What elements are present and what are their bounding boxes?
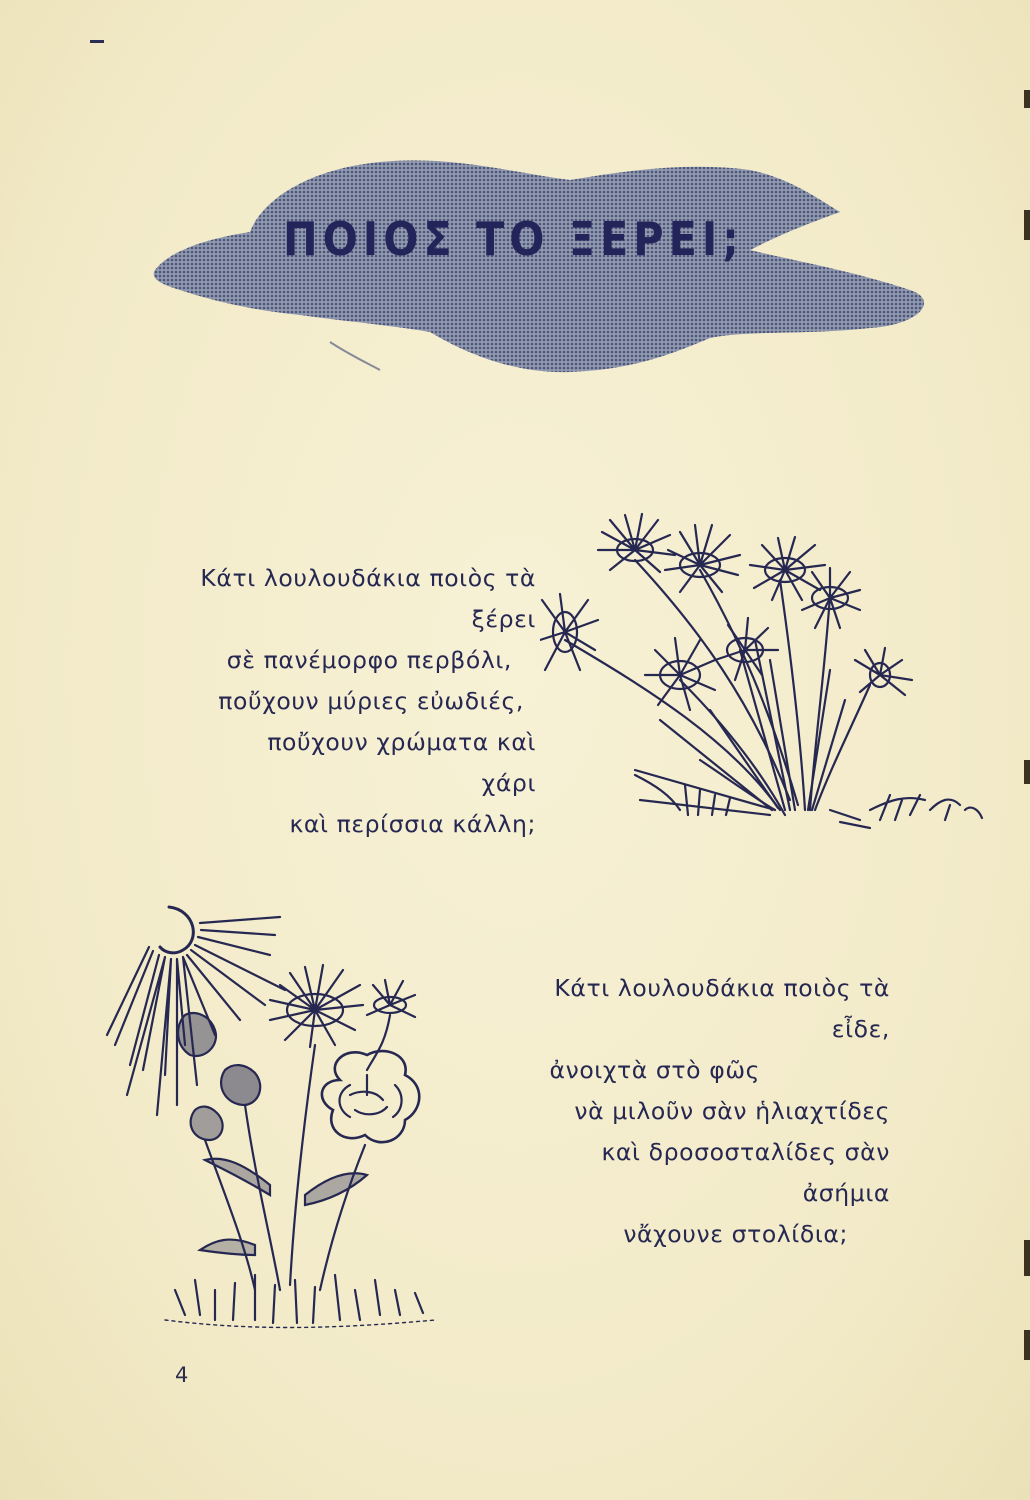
stanza-1-line: καὶ περίσσια κάλλη; [289, 810, 536, 838]
binding-edge-mark [1024, 760, 1030, 784]
stanza-2-line: εἶδε, [831, 1015, 890, 1043]
stanza-2-line: νἄχουνε στολίδια; [623, 1220, 848, 1248]
stanza-2-line: νὰ μιλοῦν σὰν ἡλιαχτίδες [574, 1097, 890, 1125]
daisies-in-grass-drawing [540, 510, 985, 840]
stanza-1-line: ποὔχουν χρώματα καὶ [267, 728, 536, 756]
stanza-2-line: Κάτι λουλουδάκια ποιὸς τὰ [554, 974, 890, 1002]
stanza-1-line: ξέρει [471, 605, 536, 633]
stanza-1-line: σὲ πανέμορφο περβόλι, [226, 646, 512, 674]
binding-edge-mark [1024, 90, 1030, 108]
poem-stanza-2 [550, 968, 891, 1255]
stanza-2-line: καὶ δροσοσταλίδες σὰν [601, 1138, 890, 1166]
binding-edge-mark [1024, 1240, 1030, 1276]
stanza-2-line: ἀνοιχτὰ στὸ φῶς [549, 1056, 760, 1084]
poem-stanza-1 [200, 558, 536, 845]
stanza-2-line: ἀσήμια [802, 1179, 890, 1207]
sun-and-flowers-drawing [105, 895, 460, 1335]
stanza-1-line: χάρι [481, 769, 536, 797]
title-cloud-shape [150, 150, 930, 390]
corner-dash-mark [90, 40, 104, 43]
binding-edge-mark [1024, 210, 1030, 240]
page-number: 4 [175, 1363, 189, 1387]
stanza-1-line: ποὔχουν μύριες εὐωδιές, [218, 687, 524, 715]
stanza-1-line: Κάτι λουλουδάκια ποιὸς τὰ [200, 564, 536, 592]
binding-edge-mark [1024, 1330, 1030, 1360]
page-title: ΠΟΙΟΣ ΤΟ ΞΕΡΕΙ; [283, 212, 744, 266]
